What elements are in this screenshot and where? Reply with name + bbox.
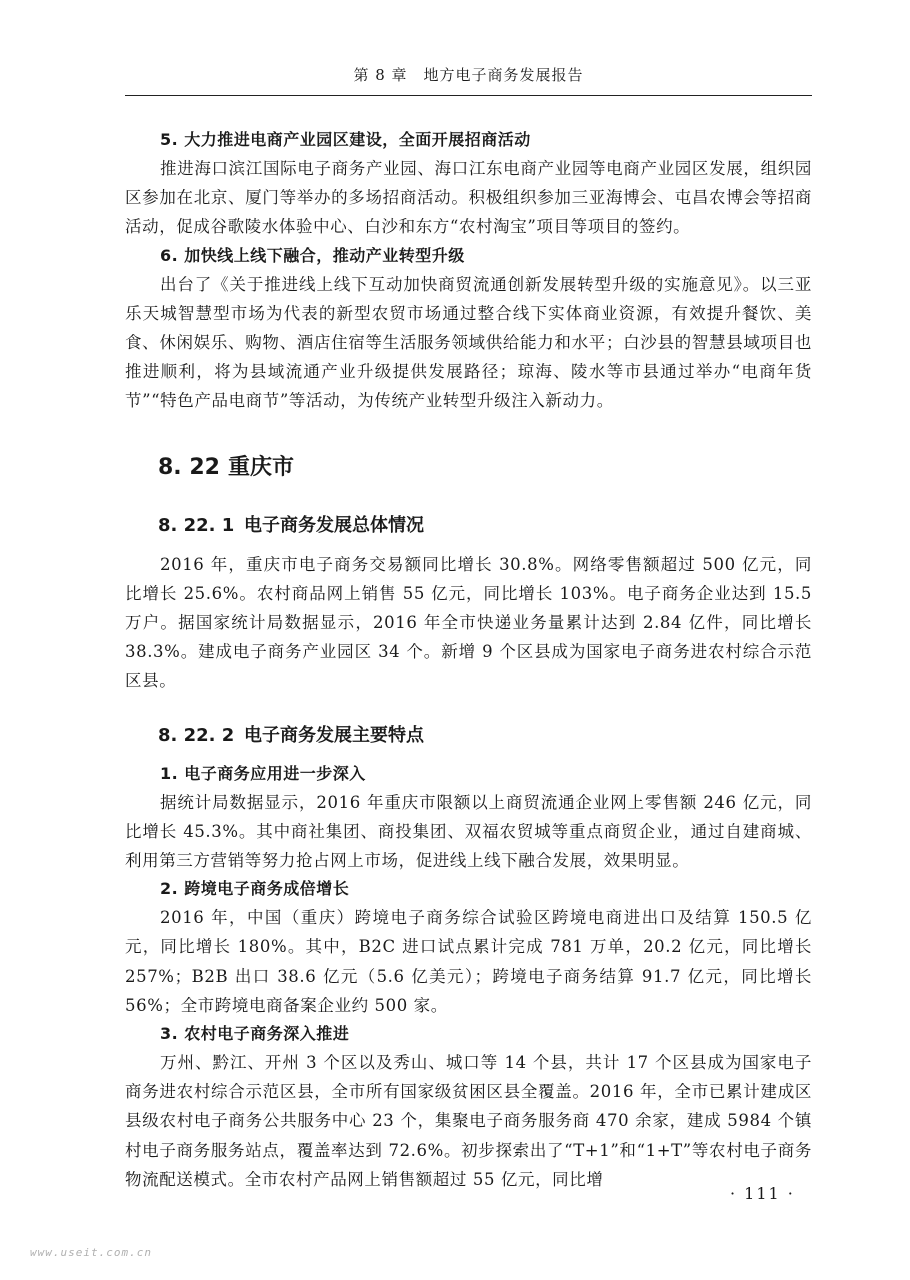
- page-number: · 111 ·: [730, 1184, 795, 1203]
- running-header: 第 8 章 地方电子商务发展报告: [353, 66, 584, 84]
- paragraph-5: 推进海口滨江国际电子商务产业园、海口江东电商产业园等电商产业园区发展，组织园区参加在北京、厦门等举办的多场招商活动。积极组织参加三亚海博会、屯昌农博会等招商活动，促成谷歌陵水体验中心、白沙和东方“农村淘宝”项目等项目的签约。: [125, 159, 812, 237]
- subheading-5: 5. 大力推进电商产业园区建设，全面开展招商活动: [160, 130, 531, 149]
- feature-paragraph-3: 万州、黔江、开州 3 个区以及秀山、城口等 14 个县，共计 17 个区县成为国家电子商务进农村综合示范区县，全市所有国家级贫困区县全覆盖。2016 年，全市已累计建成区县级农村电子商务公共服务中心 23 个，集聚电子商务服务商 470 余家，建成 5984 个镇村电子商务服务站点，覆盖率达到 72.6%。初步探索出了“T+1”和“1+T”等农村电子商务物流配送模式。全市农村产品网上销售额超过 55 亿元，同比增: [125, 1053, 812, 1189]
- watermark: www.useit.com.cn: [30, 1246, 152, 1259]
- feature-heading-2: 2. 跨境电子商务成倍增长: [160, 879, 350, 899]
- subsection-title-2: 电子商务发展主要特点: [244, 724, 424, 746]
- subsection-number-2: 8. 22. 2: [158, 724, 235, 746]
- header-rule: [125, 95, 812, 96]
- section-heading: [158, 452, 812, 484]
- subsection-title-1: 电子商务发展总体情况: [244, 514, 424, 536]
- subsection-number-1: 8. 22. 1: [158, 514, 235, 536]
- feature-paragraph-2: 2016 年，中国（重庆）跨境电子商务综合试验区跨境电商进出口及结算 150.5 亿元，同比增长 180%。其中，B2C 进口试点累计完成 781 万单，20.2 亿元，同比增长 257%；B2B 出口 38.6 亿元（5.6 亿美元）；跨境电子商务结算 91.7 亿元，同比增长 56%；全市跨境电商备案企业约 500 家。: [125, 908, 812, 1015]
- feature-heading-3: 3. 农村电子商务深入推进: [160, 1024, 350, 1044]
- paragraph-6: 出台了《关于推进线上线下互动加快商贸流通创新发展转型升级的实施意见》。以三亚乐天城智慧型市场为代表的新型农贸市场通过整合线下实体商业资源，有效提升餐饮、美食、休闲娱乐、购物、酒店住宿等生活服务领域供给能力和水平；白沙县的智慧县域项目也推进顺利，将为县域流通产业升级提供发展路径；琼海、陵水等市县通过举办“电商年货节”“特色产品电商节”等活动，为传统产业转型升级注入新动力。: [125, 274, 812, 411]
- feature-heading-1: 1. 电子商务应用进一步深入: [160, 763, 366, 783]
- section-title: 重庆市: [228, 454, 295, 480]
- subheading-6: 6. 加快线上线下融合，推动产业转型升级: [160, 245, 465, 265]
- paragraph-overview: 2016 年，重庆市电子商务交易额同比增长 30.8%。网络零售额超过 500 亿元，同比增长 25.6%。农村商品网上销售 55 亿元，同比增长 103%。电子商务企业达到 15.5 万户。据国家统计局数据显示，2016 年全市快递业务量累计达到 2.84 亿件，同比增长 38.3%。建成电子商务产业园区 34 个。新增 9 个区县成为国家电子商务进农村综合示范区县。: [125, 554, 812, 691]
- feature-paragraph-1: 据统计局数据显示，2016 年重庆市限额以上商贸流通企业网上零售额 246 亿元，同比增长 45.3%。其中商社集团、商投集团、双福农贸城等重点商贸企业，通过自建商城、利用第三方营销等努力抢占网上市场，促进线上线下融合发展，效果明显。: [125, 792, 812, 871]
- subsection-heading-1: [158, 512, 812, 540]
- section-number: 8. 22: [158, 454, 220, 480]
- subsection-heading-2: [158, 722, 812, 750]
- page-body: [125, 126, 812, 1194]
